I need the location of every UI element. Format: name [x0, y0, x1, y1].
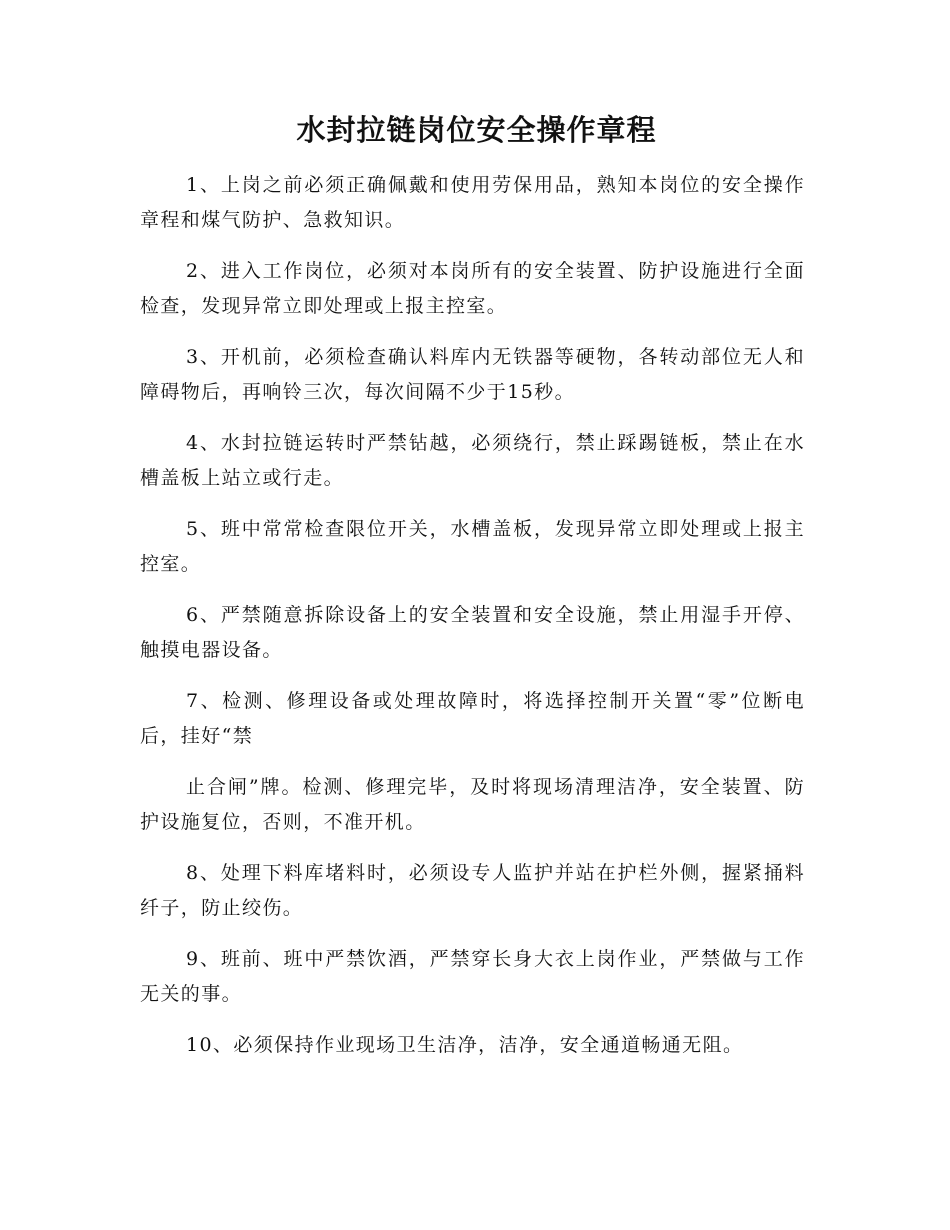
paragraph-9: 9、班前、班中严禁饮酒，严禁穿长身大衣上岗作业，严禁做与工作无关的事。 [140, 948, 805, 1005]
paragraph-2: 2、进入工作岗位，必须对本岗所有的安全装置、防护设施进行全面检查，发现异常立即处理或上报主控室。 [140, 260, 805, 317]
paragraph-4: 4、水封拉链运转时严禁钻越，必须绕行，禁止踩踢链板，禁止在水槽盖板上站立或行走。 [140, 432, 805, 489]
paragraph-1: 1、上岗之前必须正确佩戴和使用劳保用品，熟知本岗位的安全操作章程和煤气防护、急救知识。 [140, 174, 805, 231]
paragraph-8: 8、处理下料库堵料时，必须设专人监护并站在护栏外侧，握紧捅料纤子，防止绞伤。 [140, 862, 805, 919]
paragraph-10: 10、必须保持作业现场卫生洁净，洁净，安全通道畅通无阻。 [186, 1034, 744, 1056]
paragraph-3: 3、开机前，必须检查确认料库内无铁器等硬物，各转动部位无人和障碍物后，再响铃三次，每次间隔不少于15秒。 [140, 346, 805, 403]
document-title: 水封拉链岗位安全操作章程 [296, 113, 657, 147]
paragraph-5: 5、班中常常检查限位开关，水槽盖板，发现异常立即处理或上报主控室。 [140, 518, 805, 575]
paragraph-7-continued: 止合闸”牌。检测、修理完毕，及时将现场清理洁净，安全装置、防护设施复位，否则，不准开机。 [140, 776, 805, 833]
paragraph-6: 6、严禁随意拆除设备上的安全装置和安全设施，禁止用湿手开停、触摸电器设备。 [140, 604, 805, 661]
paragraph-7: 7、检测、修理设备或处理故障时，将选择控制开关置“零”位断电后，挂好“禁 [140, 690, 805, 747]
document-page [140, 100, 805, 1079]
